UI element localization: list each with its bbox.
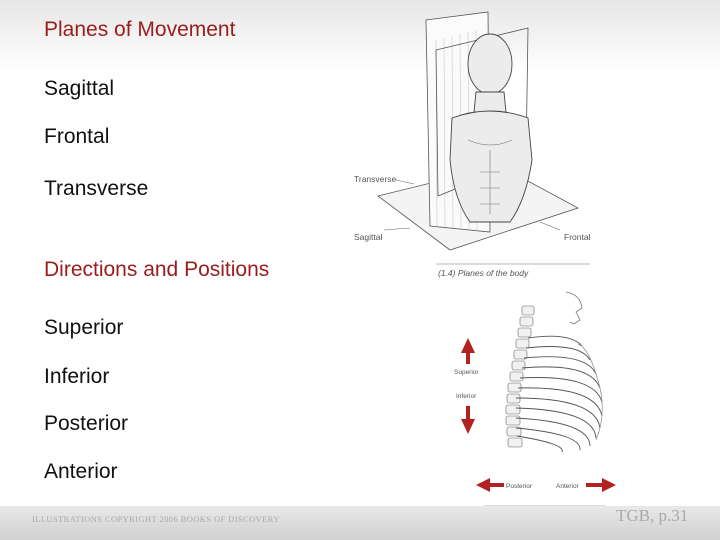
direction-item-inferior: Inferior — [44, 365, 110, 388]
direction-item-posterior: Posterior — [44, 412, 129, 435]
spine — [506, 306, 534, 447]
directions-heading: Directions and Positions — [44, 258, 270, 281]
copyright-notice: ILLUSTRATIONS COPYRIGHT 2006 BOOKS OF DISCOVERY — [32, 514, 280, 524]
inferior-arrow — [461, 406, 475, 434]
face-outline — [566, 292, 582, 324]
label-anterior: Anterior — [556, 483, 579, 490]
plane-item-sagittal: Sagittal — [44, 77, 115, 100]
label-posterior: Posterior — [506, 483, 533, 490]
posterior-arrow — [476, 478, 504, 492]
label-inferior: Inferior — [456, 393, 477, 400]
planes-caption: (1.4) Planes of the body — [438, 268, 529, 278]
rib-cage-figure — [450, 288, 630, 520]
anterior-arrow — [586, 478, 616, 492]
plane-item-frontal: Frontal — [44, 125, 110, 148]
label-frontal: Frontal — [564, 232, 591, 242]
ribs — [516, 336, 602, 452]
planes-heading: Planes of Movement — [44, 18, 236, 41]
label-transverse: Transverse — [354, 174, 397, 184]
direction-item-anterior: Anterior — [44, 460, 118, 483]
superior-arrow — [461, 338, 475, 364]
label-superior: Superior — [454, 369, 479, 376]
label-sagittal: Sagittal — [354, 232, 383, 242]
planes-of-body-figure — [340, 0, 610, 285]
page-reference: TGB, p.31 — [616, 506, 689, 525]
direction-item-superior: Superior — [44, 316, 124, 339]
plane-item-transverse: Transverse — [44, 177, 149, 200]
